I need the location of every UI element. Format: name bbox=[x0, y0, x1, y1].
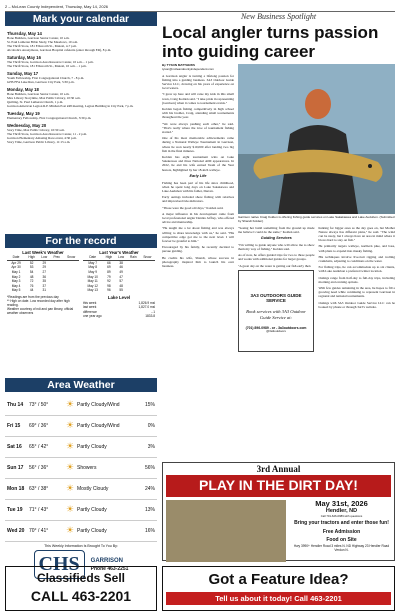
table-cell: 76 bbox=[29, 283, 34, 288]
dirt-note: Call 701-626-0989 with questions bbox=[320, 514, 363, 518]
table-cell: 49 bbox=[119, 270, 123, 275]
weather-day: Thu 14 bbox=[7, 401, 24, 408]
calendar-date: Saturday, May 16 bbox=[7, 55, 41, 60]
table-header: Low bbox=[38, 255, 50, 260]
article-paragraph: "I'm willing to guide anyone who will allow me to show them my way of fishing," Kolden said. bbox=[238, 242, 315, 251]
table-cell: May 8 bbox=[88, 265, 98, 270]
table-cell: 54 bbox=[29, 270, 34, 275]
calendar-event: Garrison American Legion R.P. Minhan Post #48 meeting, Legion Building in City Park, 7 p.m. bbox=[7, 104, 134, 108]
lake-value: 1,826.9 msl bbox=[138, 300, 155, 305]
calendar-day bbox=[7, 87, 155, 108]
last-week-weather bbox=[7, 250, 79, 293]
calendar-event: Garrison Elementary Amazing Race event, 4:30 p.m. bbox=[7, 136, 77, 140]
calendar-event: Story Time, Garrison Public Library, 11:15 a.m. bbox=[7, 140, 71, 144]
article-paragraph: Fishing has been part of his life since childhood, when he spent long days on Lake Sakakawea and Lake Audubon with his father, Darren. bbox=[162, 180, 234, 193]
weather-condition: Mostly Cloudy bbox=[77, 485, 109, 492]
table-cell bbox=[127, 288, 140, 293]
table-header: Snow bbox=[63, 255, 79, 260]
table-header: High bbox=[102, 255, 115, 260]
calendar-title: Mark your calendar bbox=[5, 12, 157, 26]
table-cell: 31 bbox=[42, 288, 46, 293]
table-header: Date bbox=[83, 255, 102, 260]
table-cell: 47 bbox=[119, 274, 123, 279]
calendar-event: Max Library Storytime, Max Public Library, 10:30 a.m. bbox=[7, 96, 81, 100]
table-cell: 46 bbox=[119, 265, 123, 270]
record-note: ** High on date. Low recorded day after high reading. bbox=[7, 299, 70, 307]
article-paragraph: He primarily targets walleye, northern pike, and bass, with plans to expand into musky fishing. bbox=[318, 244, 395, 253]
area-weather bbox=[5, 392, 157, 542]
weather-row bbox=[5, 437, 157, 458]
calendar-event: The Thrift Store, 181 Ellsworth St., Makoti, 10 a.m. - 1 p.m. bbox=[7, 64, 87, 68]
page-header: 2 – McLean County Independent, Thursday, May 14, 2026 bbox=[5, 4, 395, 12]
dirt-address: Hwy 3990+ Hendler Road 3 miles N. ND Highway 23 Hendler Road Verdun N. bbox=[293, 544, 390, 553]
tractor-image bbox=[166, 500, 286, 562]
classified-line1: Classifieds Sell bbox=[36, 571, 126, 585]
lake-level bbox=[83, 295, 155, 319]
classified-ad bbox=[5, 566, 157, 611]
table-header: Rain bbox=[127, 255, 140, 260]
dirt-date: May 31st, 2026 bbox=[315, 498, 368, 508]
weather-day: Sat 16 bbox=[7, 443, 22, 450]
weather-temps: 71° / 43° bbox=[29, 506, 49, 513]
lake-label: difference bbox=[83, 309, 97, 314]
guide-service-ad bbox=[238, 270, 314, 352]
calendar-event: GHS FFA Lake Run, Garrison City Park, 5:30 p.m. bbox=[7, 80, 75, 84]
record-section bbox=[5, 248, 157, 378]
table-cell: May 2 bbox=[11, 274, 21, 279]
weather-precip: 15% bbox=[144, 401, 155, 408]
weather-temps: 63° / 38° bbox=[29, 485, 49, 492]
table-cell: 48 bbox=[29, 274, 34, 279]
article-column-3 bbox=[319, 226, 396, 352]
weather-row bbox=[5, 458, 157, 479]
calendar-day bbox=[7, 71, 155, 84]
subhead-guiding: Guiding Services bbox=[260, 236, 292, 240]
weather-condition: Partly Cloudy/Wind bbox=[77, 401, 120, 408]
dirt-line: Free Admission bbox=[322, 528, 361, 535]
calendar-event: Alcoholics Anonymous, Garrison Hospital cafeteria (enter through ER), 8 p.m. bbox=[7, 48, 112, 52]
weather-day: Mon 18 bbox=[7, 485, 25, 492]
weather-condition: Partly Cloudy bbox=[77, 443, 107, 450]
record-notes bbox=[7, 295, 79, 319]
record-note: *Readings are from the previous day bbox=[7, 295, 59, 299]
angler-photo bbox=[238, 64, 395, 214]
calendar-date: Tuesday, May 19 bbox=[7, 111, 40, 116]
byline: By TYSON MATTHEWS bbox=[162, 63, 195, 67]
table-cell: May 9 bbox=[88, 270, 98, 275]
table-header: High bbox=[25, 255, 38, 260]
table-row bbox=[83, 288, 155, 293]
calendar-event: Quilting, St. Paul Lutheran Church, 1 p.m. bbox=[7, 100, 64, 104]
weather-condition: Partly Cloudy bbox=[77, 527, 107, 534]
feature-line2: Tell us about it today! Call 463-2201 bbox=[166, 592, 391, 605]
article-paragraph: "Seeing her build something from the ground up made me believe I could do the same," Kolden said. bbox=[238, 225, 315, 234]
article-paragraph: A major influence in his development came from local professional angler Dennis Jeffrey, who offered advice and mentorship. bbox=[162, 211, 234, 225]
record-title: For the record bbox=[5, 234, 157, 248]
dirt-annual: 3rd Annual bbox=[256, 464, 301, 474]
calendar-event: St. Paul Lutheran Bible Study, The Meadows, 10 a.m. bbox=[7, 40, 79, 44]
lake-value: 1833.8 bbox=[145, 314, 155, 318]
lake-value: -.1 bbox=[151, 309, 155, 314]
byline-email: tyson@mcleandountyindependent.com bbox=[162, 66, 214, 71]
table-cell: May 12 bbox=[87, 283, 98, 288]
weather-precip: 13% bbox=[144, 506, 155, 513]
article-column-2 bbox=[238, 64, 395, 352]
table-cell: 35 bbox=[42, 279, 46, 284]
weather-temps: 73° / 50° bbox=[29, 401, 49, 408]
calendar-day bbox=[7, 31, 155, 52]
weather-row bbox=[5, 500, 157, 521]
article-paragraph: One of his most memorable achievements came during a National Walleye Tournament in Garrison, where he won nearly $10,000 after landing two big fish in the final minutes. bbox=[162, 136, 234, 153]
record-note: Weather courtesy of ndi and pan library, official weather observers bbox=[7, 307, 74, 315]
article-paragraph: Outings with 3A3 Outdoor Guide Service LLC can be booked by phone or through 3A3's website. bbox=[318, 300, 395, 309]
table-cell: 98 bbox=[107, 283, 111, 288]
table-cell: 72 bbox=[29, 279, 34, 284]
sun-cloud-icon: ☀ bbox=[65, 420, 75, 431]
sun-cloud-icon: ☀ bbox=[65, 462, 75, 473]
table-cell: 53 bbox=[29, 265, 34, 270]
lake-label: this week bbox=[83, 300, 97, 305]
table-cell: 52 bbox=[29, 260, 34, 265]
sun-cloud-icon: ☀ bbox=[65, 525, 75, 536]
sponsor-name: GARRISON bbox=[90, 558, 123, 565]
table-cell: 96 bbox=[107, 288, 111, 293]
article-paragraph: He credits his wife, Shandi, whose success in photography inspired him to launch his own business. bbox=[162, 255, 234, 268]
calendar-event: The Thrift Store, Garrison Area Resource Center, 10 a.m. - 1 p.m. bbox=[7, 60, 94, 64]
weather-row bbox=[5, 416, 157, 437]
table-cell: 55 bbox=[119, 288, 123, 293]
weather-day: Sun 17 bbox=[7, 464, 24, 471]
table-cell: May 4 bbox=[11, 283, 21, 288]
calendar-date: Sunday, May 17 bbox=[7, 71, 39, 76]
table-cell bbox=[50, 288, 63, 293]
table-cell: 36 bbox=[42, 274, 46, 279]
table-cell: May 11 bbox=[87, 279, 98, 284]
article-paragraph: Encouraged by his family, he recently decided to pursue guiding. bbox=[162, 245, 234, 254]
table-header: Low bbox=[115, 255, 127, 260]
table-cell: May 5 bbox=[11, 288, 21, 293]
table-cell bbox=[63, 288, 79, 293]
weather-title: Area Weather bbox=[5, 378, 157, 392]
calendar-date: Wednesday, May 20 bbox=[7, 123, 47, 128]
weather-precip: 24% bbox=[144, 485, 155, 492]
calendar-list bbox=[5, 26, 157, 234]
calendar-date: Thursday, May 14 bbox=[7, 31, 42, 36]
ad-phone: (701) 896-0989 - or - 3a3outdoors.com bbox=[245, 326, 307, 330]
article-paragraph: hunting for bigger ones as the day goes on, but Mother Nature always has different plans," he said. "The wind can be nasty, but I always have an area in mind where it blows hard to stay on fish." bbox=[318, 225, 395, 243]
table-cell: 38 bbox=[119, 260, 123, 265]
weather-condition: Partly Cloudy bbox=[77, 506, 107, 513]
dirt-line: Bring your tractors and enter those fun! bbox=[294, 520, 389, 527]
weather-row bbox=[5, 479, 157, 500]
article bbox=[162, 12, 395, 352]
sun-cloud-icon: ☀ bbox=[65, 399, 75, 410]
article-paragraph: "Those were the good old days," Kolden said. bbox=[162, 205, 224, 210]
classified-phone: CALL 463-2201 bbox=[30, 588, 132, 604]
weather-temps: 65° / 42° bbox=[29, 443, 49, 450]
article-paragraph: "He taught me a lot about fishing and was always willing to share knowledge with us," he said. "His competitive edge got me to the next level. I will forever be grateful to him." bbox=[162, 226, 234, 243]
calendar-date: Monday, May 18 bbox=[7, 87, 39, 92]
table-header: Date bbox=[7, 255, 25, 260]
left-column bbox=[5, 12, 157, 579]
table-cell bbox=[140, 288, 155, 293]
ad-brand: 3A3 OUTDOORS GUIDE SERVICE bbox=[250, 292, 302, 304]
article-paragraph: As of now, he offers guided trips for two to three people and works with additional guides for larger groups. bbox=[238, 253, 315, 262]
article-paragraph: For fishing trips, he can accommodate up to six clients, with Lake Audubon a preferred winter location. bbox=[318, 265, 395, 274]
sun-cloud-icon: ☀ bbox=[65, 504, 75, 515]
weather-precip: 56% bbox=[144, 464, 155, 471]
weather-precip: 3% bbox=[147, 443, 155, 450]
calendar-event: Youth Fellowship, First Congregational Church, 7 - 8 p.m. bbox=[7, 76, 85, 80]
calendar-day bbox=[7, 123, 155, 144]
table-cell: 66 bbox=[107, 260, 111, 265]
table-cell: 37 bbox=[42, 283, 46, 288]
dirt-location: Hendler, ND bbox=[325, 508, 358, 515]
table-cell: 27 bbox=[42, 270, 46, 275]
weather-temps: 70° / 41° bbox=[29, 527, 49, 534]
table-cell: 79 bbox=[107, 274, 111, 279]
table-cell: 57 bbox=[119, 279, 123, 284]
play-in-dirt-ad bbox=[162, 462, 395, 561]
lake-value: 1,827.0 msl bbox=[138, 305, 155, 309]
table-cell: 48 bbox=[119, 283, 123, 288]
weather-precip: 0% bbox=[147, 422, 155, 429]
table-cell: 92 bbox=[107, 279, 111, 284]
lake-label: last week bbox=[83, 305, 97, 309]
lake-label: one year ago bbox=[83, 314, 102, 318]
table-cell: Apr 30 bbox=[11, 265, 21, 270]
table-cell: Apr 29 bbox=[11, 260, 21, 265]
sponsor-text: This Weekly Information Is Brought To You By: bbox=[44, 544, 118, 548]
weather-condition: Partly Cloudy/Wind bbox=[77, 422, 120, 429]
last-year-title: Last Year's Weather bbox=[99, 250, 139, 255]
chs-logo: CHS bbox=[34, 550, 85, 579]
article-paragraph: His techniques involve live-bait rigging and trolling crankbaits, adjusting to conditions on the water. bbox=[318, 254, 395, 264]
table-cell: May 3 bbox=[11, 279, 21, 284]
table-header: Prec bbox=[50, 255, 63, 260]
article-paragraph: With few guides remaining in the area, he hopes to fill a growing need while continuing to represent Garrison in regional and national tournaments. bbox=[318, 286, 395, 299]
article-paragraph: Kolden has eight tournament wins on Lake Sakakawea and three National AIM appearances. In 2022, he and his wife earned Team of the Year honors, highlighted by her 18-inch walleye. bbox=[162, 154, 234, 172]
weather-day: Tue 19 bbox=[7, 506, 23, 513]
weather-row bbox=[5, 395, 157, 416]
table-row bbox=[7, 288, 79, 293]
dirt-title: PLAY IN THE DIRT DAY! bbox=[166, 475, 391, 497]
article-paragraph: "We were always pushing each other," he said. "That's really where the love of tournament fishing started." bbox=[162, 121, 234, 134]
calendar-event: The Thrift Store, 181 Ellsworth St., Makoti, 4-7 p.m. bbox=[7, 44, 77, 48]
calendar-event: The Thrift Store, Garrison Area Resource Center, 11 - 2 p.m. bbox=[7, 132, 88, 136]
article-paragraph: Outings range from half-day to full-day trips, including morning and evening options. bbox=[318, 275, 395, 284]
calendar-event: Bone Builders, Garrison Senior Center, 10 a.m. bbox=[7, 92, 70, 96]
table-cell: 44 bbox=[29, 288, 34, 293]
dirt-line: Food on Site bbox=[326, 536, 357, 543]
calendar-event: Elementary Fellowship, First Congregational Church, 3:30 p.m. bbox=[7, 116, 92, 120]
sun-cloud-icon: ☀ bbox=[65, 483, 75, 494]
last-week-title: Last Week's Weather bbox=[22, 250, 64, 255]
article-column-1 bbox=[162, 64, 234, 352]
table-cell: 89 bbox=[107, 270, 111, 275]
lake-row bbox=[83, 314, 155, 319]
weather-temps: 69° / 36° bbox=[29, 422, 49, 429]
table-cell: May 10 bbox=[87, 274, 98, 279]
lake-level-title: Lake Level bbox=[107, 295, 131, 300]
weather-day: Fri 15 bbox=[7, 422, 21, 429]
last-year-weather bbox=[83, 250, 155, 293]
ad-cursive: Book services with 3A3 Outdoor Guide Service at: bbox=[246, 309, 306, 320]
feature-line1: Got a Feature Idea? bbox=[208, 571, 349, 588]
table-header: Snow bbox=[140, 255, 155, 260]
weather-temps: 56° / 36° bbox=[29, 464, 49, 471]
article-paragraph: Kolden began fishing competitively in high school with his brother, Craig, attending small tournaments throughout the year. bbox=[162, 106, 234, 120]
table-cell: 29 bbox=[42, 260, 46, 265]
weather-day: Wed 20 bbox=[7, 527, 25, 534]
weather-row bbox=[5, 521, 157, 542]
article-paragraph: Early outings included shore fishing with relatives and improvised tide-indicators. bbox=[162, 195, 234, 204]
table-cell: 69 bbox=[107, 265, 111, 270]
calendar-event: Story Time, Max Public Library, 10:30 a.m. bbox=[7, 128, 65, 132]
article-paragraph: "I grew up here and will raise my kids in this small town, Craig Kolden said. "I take pride in representing (Garrison) when it comes to tournament events." bbox=[162, 92, 234, 105]
calendar-day bbox=[7, 111, 155, 120]
subhead-early-life: Early Life bbox=[189, 173, 207, 178]
table-cell: 29 bbox=[42, 265, 46, 270]
article-paragraph: A Garrison angler is turning a lifelong passion for fishing into a guiding business. 3A3 Outdoor Guide Service LLC, drawing on his years of experience on local waters. bbox=[162, 73, 234, 91]
sponsor-phone: Phone 463-2251 bbox=[90, 565, 129, 572]
sun-cloud-icon: ☀ bbox=[65, 441, 75, 452]
weather-condition: Showers bbox=[77, 464, 97, 471]
article-headline: Local angler turns passion into guiding career bbox=[162, 23, 379, 61]
table-cell: May 7 bbox=[88, 260, 98, 265]
photo-caption: Garrison native Craig Kolden is offering fishing guide services on Lake Sakakawea and Lake Audubon. (Submitted by Shandi Kolden) bbox=[238, 215, 395, 223]
calendar-event: Bone Builders, Garrison Senior Center, 10 a.m. bbox=[7, 36, 70, 40]
table-cell: May 1 bbox=[11, 270, 21, 275]
calendar-day bbox=[7, 55, 155, 68]
weather-precip: 16% bbox=[144, 527, 155, 534]
article-paragraph: "A great day on the water is getting our fish early then bbox=[238, 263, 311, 268]
spotlight-label: New Business Spotlight bbox=[240, 12, 317, 21]
ad-instagram: @3a3outdoors bbox=[266, 329, 286, 334]
feature-idea-ad bbox=[162, 566, 395, 611]
table-cell: May 13 bbox=[87, 288, 98, 293]
